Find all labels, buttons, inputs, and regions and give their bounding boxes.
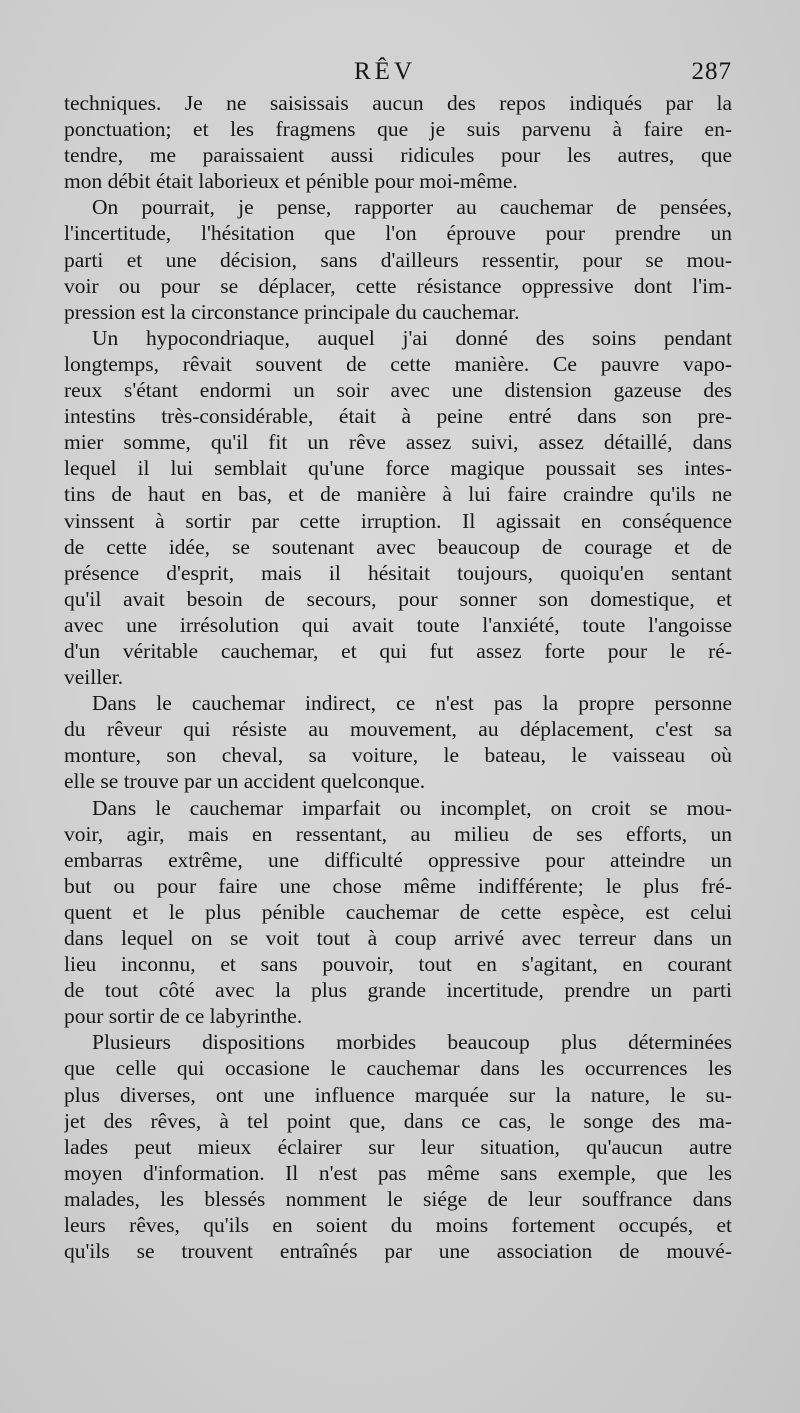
text-line: veiller. [64,665,124,690]
text-line: qu'ils se trouvent entraînés par une association de mouvé- [64,1239,732,1264]
text-line: mon débit était laborieux et pénible pour moi-même. [64,169,518,194]
page-header [64,58,732,88]
text-line: leurs rêves, qu'ils en soient du moins fortement occupés, et [64,1213,732,1238]
text-line: tins de haut en bas, et de manière à lui faire craindre qu'ils ne [64,482,732,507]
text-line: voir ou pour se déplacer, cette résistance oppressive dont l'im- [64,273,732,298]
text-line: quent et le plus pénible cauchemar de cette espèce, est celui [64,899,732,924]
text-line: lequel il lui semblait qu'une force magique poussait ses intes- [64,456,732,481]
text-line: de cette idée, se soutenant avec beaucoup de courage et de [64,534,732,559]
page-number: 287 [691,58,732,85]
text-line: que celle qui occasione le cauchemar dans les occurrences les [64,1056,732,1081]
running-head: RÊV [354,58,416,85]
text-line: but ou pour faire une chose même indifférente; le plus fré- [64,873,732,898]
text-line: l'incertitude, l'hésitation que l'on éprouve pour prendre un [64,221,732,246]
text-line: reux s'étant endormi un soir avec une distension gazeuse des [64,378,732,403]
text-line: Dans le cauchemar imparfait ou incomplet, on croit se mou- [92,795,732,820]
text-line: embarras extrême, une difficulté oppressive pour atteindre un [64,847,732,872]
text-line: moyen d'information. Il n'est pas même sans exemple, que les [64,1160,732,1185]
text-line: pression est la circonstance principale du cauchemar. [64,299,520,324]
text-line: lieu inconnu, et sans pouvoir, tout en s'agitant, en courant [64,952,732,977]
text-line: pour sortir de ce labyrinthe. [64,1004,303,1029]
text-line: parti et une décision, sans d'ailleurs ressentir, pour se mou- [64,247,732,272]
text-line: mier somme, qu'il fit un rêve assez suivi, assez détaillé, dans [64,430,732,455]
body-text [64,90,732,1264]
text-line: malades, les blessés nomment le siége de leur souffrance dans [64,1186,732,1211]
text-line: intestins très-considérable, était à peine entré dans son pre- [64,404,732,429]
text-line: avec une irrésolution qui avait toute l'anxiété, toute l'angoisse [64,612,732,637]
text-line: monture, son cheval, sa voiture, le bateau, le vaisseau où [64,743,732,768]
text-line: du rêveur qui résiste au mouvement, au déplacement, c'est sa [64,717,732,742]
text-line: qu'il avait besoin de secours, pour sonner son domestique, et [64,586,732,611]
text-line: présence d'esprit, mais il hésitait toujours, quoiqu'en sentant [64,560,732,585]
text-line: longtemps, rêvait souvent de cette manière. Ce pauvre vapo- [64,351,732,376]
text-line: dans lequel on se voit tout à coup arrivé avec terreur dans un [64,926,732,950]
text-line: Un hypocondriaque, auquel j'ai donné des soins pendant [92,325,732,350]
text-line: de tout côté avec la plus grande incertitude, prendre un parti [64,978,732,1003]
text-line: elle se trouve par un accident quelconque. [64,769,426,794]
text-line: ponctuation; et les fragmens que je suis parvenu à faire en- [64,117,732,142]
text-line: Plusieurs dispositions morbides beaucoup plus déterminées [92,1030,732,1055]
text-line: On pourrait, je pense, rapporter au cauchemar de pensées, [92,195,732,220]
text-line: lades peut mieux éclairer sur leur situation, qu'aucun autre [64,1134,732,1159]
text-line: tendre, me paraissaient aussi ridicules pour les autres, que [64,143,732,168]
text-line: plus diverses, ont une influence marquée sur la nature, le su- [64,1082,732,1107]
text-line: vinssent à sortir par cette irruption. Il agissait en conséquence [64,508,732,533]
text-line: jet des rêves, à tel point que, dans ce cas, le songe des ma- [64,1108,732,1133]
text-line: Dans le cauchemar indirect, ce n'est pas la propre personne [92,691,732,716]
text-line: techniques. Je ne saisissais aucun des repos indiqués par la [64,91,732,115]
text-line: voir, agir, mais en ressentant, au milieu de ses efforts, un [64,821,732,846]
text-line: d'un véritable cauchemar, et qui fut assez forte pour le ré- [64,638,732,663]
